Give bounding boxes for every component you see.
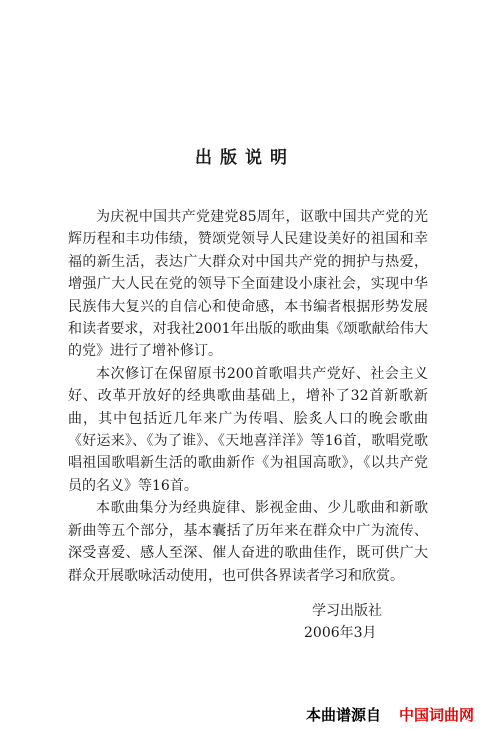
paragraph-1: 为庆祝中国共产党建党85周年，讴歌中国共产党的光辉历程和丰功伟绩，赞颂党领导人民建设美好的祖国和幸福的新生活，表达广大群众对中国共产党的拥护与热爱，增强广大人民在党的领导下全面建设小康社会，实现中华民族伟大复兴的自信心和使命感，本书编者根据形势发展和读者要求，对我社2001年出版的歌曲集《颂歌献给伟大的党》进行了增补修订。 [68,209,428,360]
source-watermark [306,704,474,725]
paragraph-3: 本歌曲集分为经典旋律、影视金曲、少儿歌曲和新歌新曲等五个部分，基本囊括了历年来在群众中广为流传、深受喜爱、感人至深、催人奋进的歌曲佳作，既可供广大群众开展歌咏活动使用，也可供各界读者学习和欣赏。 [68,500,428,584]
signature-block [304,600,382,644]
body-text [68,206,428,587]
watermark-prefix: 本曲谱源自 [306,706,382,724]
page-title: 出版说明 [195,148,295,168]
paragraph-2: 本次修订在保留原书200首歌唱共产党好、社会主义好、改革开放好的经典歌曲基础上，增补了32首新歌新曲，其中包括近几年来广为传唱、脍炙人口的晚会歌曲《好运来》、《为了谁》、《天地喜洋洋》等16首，歌唱党歌唱祖国歌唱新生活的歌曲新作《为祖国高歌》，《以共产党员的名义》等16首。 [68,365,428,494]
watermark-site-name[interactable]: 中国词曲网 [399,706,475,724]
publisher-name: 学习出版社 [312,603,382,619]
publish-date: 2006年3月 [304,625,377,641]
